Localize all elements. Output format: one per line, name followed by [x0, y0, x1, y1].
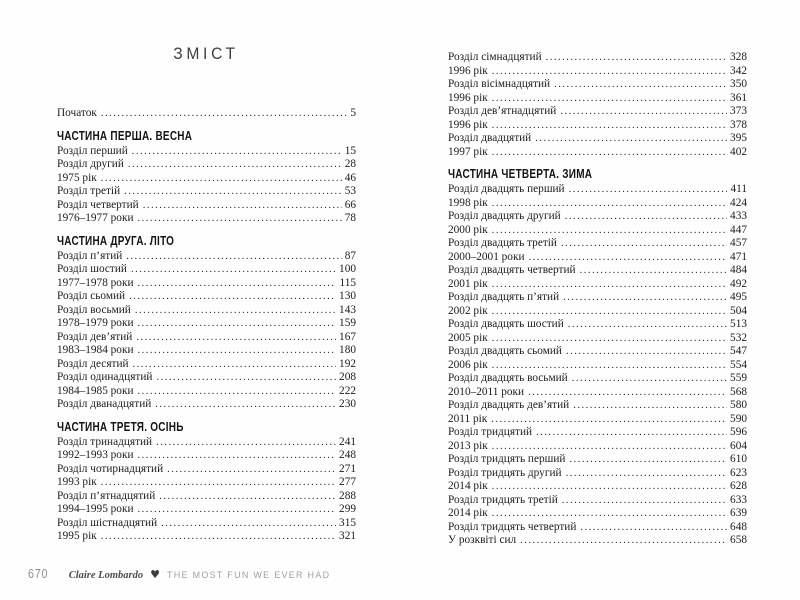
toc-entry-label: Розділ двадцять сьомий — [448, 345, 562, 357]
toc-entry-page-number: 15 — [344, 144, 356, 157]
toc-entry — [57, 107, 356, 121]
toc-entry-page-number: 143 — [339, 303, 356, 316]
toc-entry-label: 1996 рік — [448, 118, 488, 131]
toc-entry-page-number: 604 — [730, 439, 747, 452]
toc-entry — [57, 317, 356, 331]
toc-entry — [448, 467, 747, 481]
toc-entry — [448, 92, 747, 106]
dot-leader — [138, 277, 337, 291]
toc-entry-label: Розділ чотирнадцятий — [57, 462, 164, 475]
dot-leader — [492, 359, 727, 373]
toc-entry-page-number: 623 — [730, 466, 747, 479]
toc-entry-label: Розділ тридцять третій — [448, 493, 558, 506]
toc-entry — [57, 172, 356, 186]
toc-entry-label: Розділ тридцять другий — [448, 466, 562, 479]
toc-entry — [448, 183, 747, 197]
toc-entry-page-number: 610 — [730, 453, 747, 465]
toc-entry — [448, 105, 747, 119]
dot-leader — [135, 304, 336, 318]
dot-leader — [566, 467, 727, 481]
toc-entry-page-number: 433 — [730, 210, 747, 222]
toc-entry-page-number: 271 — [339, 462, 356, 475]
toc-entry-label: 2014 рік — [448, 480, 488, 492]
toc-entry-page-number: 513 — [730, 318, 747, 330]
dot-leader — [143, 199, 342, 213]
toc-entry-label: 1998 рік — [448, 196, 488, 209]
dot-leader — [167, 463, 336, 477]
toc-section-heading: ЧАСТИНА ТРЕТЯ. ОСІНЬ — [57, 419, 184, 434]
toc-entry-page-number: 554 — [730, 358, 747, 371]
dot-leader — [156, 371, 336, 385]
toc-entry-page-number: 411 — [730, 183, 747, 195]
toc-entry-page-number: 596 — [730, 426, 747, 438]
toc-entry — [57, 530, 356, 544]
toc-entry-page-number: 495 — [730, 291, 747, 303]
footer-author-name: Claire Lombardo — [68, 570, 144, 581]
dot-leader — [128, 158, 342, 172]
toc-entry-page-number: 580 — [730, 399, 747, 411]
toc-entry-label: Розділ сьомий — [57, 290, 126, 302]
toc-entry-page-number: 208 — [339, 371, 356, 383]
toc-entry-label: Розділ двадцятий — [448, 132, 532, 144]
toc-entry-page-number: 532 — [730, 331, 747, 344]
toc-entry — [57, 436, 356, 450]
toc-entry — [448, 480, 747, 494]
toc-entry-label: 2006 рік — [448, 358, 488, 371]
toc-entry-page-number: 484 — [730, 264, 747, 276]
toc-entry — [57, 212, 356, 226]
toc-entry-page-number: 180 — [339, 344, 356, 356]
dot-leader — [138, 344, 337, 358]
toc-entry-page-number: 424 — [730, 196, 747, 209]
toc-entry — [57, 277, 356, 291]
toc-entry — [57, 463, 356, 477]
toc-entry — [57, 449, 356, 463]
toc-entry — [57, 145, 356, 159]
toc-entry — [448, 386, 747, 400]
toc-entry-page-number: 471 — [730, 250, 747, 263]
dot-leader — [492, 65, 727, 79]
dot-leader — [133, 358, 337, 372]
toc-entry-label: 2002 рік — [448, 304, 488, 317]
toc-entry-page-number: 321 — [339, 530, 356, 542]
dot-leader — [563, 291, 727, 305]
toc-entry — [57, 490, 356, 504]
toc-entry — [57, 398, 356, 412]
toc-entry-label: 2011 рік — [448, 412, 488, 425]
dot-leader — [560, 105, 727, 119]
dot-leader — [101, 107, 348, 121]
dot-leader — [126, 250, 341, 264]
heart-icon: ♥ — [150, 568, 160, 581]
toc-entry-label: Розділ шостий — [57, 263, 127, 275]
toc-entry-page-number: 315 — [339, 516, 356, 529]
toc-entry-label: Розділ двадцять другий — [448, 210, 561, 222]
toc-entry-page-number: 159 — [339, 317, 356, 329]
toc-entry-label: Початок — [57, 107, 97, 119]
dot-leader — [156, 436, 336, 450]
dot-leader — [124, 185, 342, 199]
dot-leader — [492, 305, 727, 319]
toc-entry-page-number: 222 — [339, 384, 356, 397]
toc-entry-page-number: 28 — [344, 158, 356, 170]
toc-entry-label: Розділ четвертий — [57, 198, 139, 211]
dot-leader — [573, 399, 727, 413]
dot-leader — [561, 237, 727, 251]
toc-entry — [448, 453, 747, 467]
dot-leader — [554, 78, 727, 92]
toc-entry — [448, 359, 747, 373]
toc-entry — [57, 185, 356, 199]
toc-entry — [448, 305, 747, 319]
dot-leader — [132, 145, 342, 159]
toc-entry — [448, 507, 747, 521]
toc-entry-label: 1978–1979 роки — [57, 317, 134, 329]
toc-entry — [448, 426, 747, 440]
dot-leader — [101, 530, 336, 544]
toc-entry-label: 1997 рік — [448, 145, 488, 158]
toc-entry-label: 1992–1993 роки — [57, 449, 134, 461]
toc-entry-page-number: 100 — [339, 263, 356, 275]
toc-entry-page-number: 361 — [730, 91, 747, 104]
toc-entry-page-number: 547 — [730, 345, 747, 357]
dot-leader — [562, 494, 727, 508]
dot-leader — [492, 480, 727, 494]
toc-entry-label: Розділ перший — [57, 144, 128, 157]
toc-entry-page-number: 628 — [730, 480, 747, 492]
dot-leader — [546, 51, 727, 65]
dot-leader — [136, 331, 336, 345]
toc-entry-label: Розділ двадцять перший — [448, 183, 565, 195]
toc-entry-page-number: 447 — [730, 223, 747, 236]
dot-leader — [101, 476, 336, 490]
toc-entry — [57, 358, 356, 372]
toc-entry-label: Розділ тринадцятий — [57, 435, 153, 448]
toc-entry — [448, 413, 747, 427]
toc-entry-label: Розділ другий — [57, 158, 124, 170]
toc-entry — [57, 158, 356, 172]
toc-entry-page-number: 277 — [339, 476, 356, 488]
toc-entry — [448, 534, 747, 548]
toc-entry-page-number: 299 — [339, 503, 356, 515]
toc-entry-label: Розділ тридцять четвертий — [448, 520, 577, 533]
dot-leader — [492, 119, 727, 133]
page-title: ЗМІСТ — [173, 44, 239, 63]
toc-entry-page-number: 648 — [730, 520, 747, 533]
dot-leader — [536, 426, 727, 440]
toc-entry-page-number: 568 — [730, 385, 747, 398]
toc-entry — [448, 132, 747, 146]
toc-entry-label: Розділ тридцятий — [448, 426, 533, 438]
dot-leader — [492, 332, 727, 346]
toc-entry — [57, 199, 356, 213]
toc-entry-label: Розділ п’ятнадцятий — [57, 489, 156, 502]
dot-leader — [569, 453, 727, 467]
dot-leader — [535, 132, 727, 146]
toc-entry — [57, 290, 356, 304]
toc-entry-page-number: 328 — [730, 51, 747, 63]
toc-entry — [57, 476, 356, 490]
toc-entry-page-number: 288 — [339, 489, 356, 502]
toc-entry-page-number: 378 — [730, 118, 747, 131]
toc-section-heading: ЧАСТИНА ДРУГА. ЛІТО — [57, 233, 175, 248]
toc-entry-label: 2001 рік — [448, 277, 488, 290]
toc-entry-label: 1995 рік — [57, 530, 97, 542]
toc-entry-label: 1996 рік — [448, 64, 488, 77]
toc-entry-page-number: 115 — [339, 276, 356, 289]
toc-entry — [57, 503, 356, 517]
toc-entry-label: Розділ восьмий — [57, 303, 131, 316]
toc-entry — [448, 332, 747, 346]
toc-entry-page-number: 492 — [730, 277, 747, 290]
toc-entry-label: Розділ вісімнадцятий — [448, 78, 551, 90]
toc-entry-page-number: 53 — [344, 185, 356, 197]
toc-entry-label: 2005 рік — [448, 331, 488, 344]
dot-leader — [161, 517, 336, 531]
toc-entry-label: Розділ двадцять п’ятий — [448, 291, 560, 303]
toc-section-heading: ЧАСТИНА ЧЕТВЕРТА. ЗИМА — [448, 167, 593, 181]
toc-column-right — [448, 51, 747, 548]
toc-entry-page-number: 590 — [730, 412, 747, 425]
toc-entry-label: Розділ двадцять шостий — [448, 318, 564, 330]
toc-entry-page-number: 66 — [344, 198, 356, 211]
toc-entry-label: 2010–2011 роки — [448, 385, 525, 398]
toc-entry-label: Розділ п’ятий — [57, 249, 123, 262]
dot-leader — [138, 449, 337, 463]
toc-entry-label: 2000 рік — [448, 223, 488, 236]
toc-entry-label: 2013 рік — [448, 439, 488, 452]
toc-entry — [448, 237, 747, 251]
toc-entry-label: 1996 рік — [448, 91, 488, 104]
dot-leader — [101, 172, 342, 186]
toc-entry-label: Розділ дванадцятий — [57, 398, 152, 410]
toc-entry-page-number: 639 — [730, 507, 747, 519]
toc-entry-page-number: 559 — [730, 372, 747, 384]
dot-leader — [138, 317, 337, 331]
toc-entry-label: 2014 рік — [448, 507, 488, 519]
toc-entry-label: 1984–1985 роки — [57, 384, 134, 397]
toc-entry-page-number: 248 — [339, 449, 356, 461]
toc-entry-label: Розділ двадцять дев’ятий — [448, 399, 570, 411]
toc-entry-label: 1983–1984 роки — [57, 344, 134, 356]
toc-entry-page-number: 192 — [339, 357, 356, 370]
dot-leader — [580, 521, 727, 535]
toc-entry-page-number: 46 — [344, 171, 356, 184]
dot-leader — [129, 290, 336, 304]
toc-entry-page-number: 395 — [730, 132, 747, 144]
toc-entry-page-number: 633 — [730, 493, 747, 506]
toc-entry-label: Розділ дев’ятнадцятий — [448, 105, 557, 117]
toc-entry-page-number: 5 — [350, 107, 356, 119]
toc-entry-label: У розквіті сил — [448, 534, 517, 546]
toc-entry — [448, 146, 747, 160]
dot-leader — [520, 534, 727, 548]
toc-entry-label: Розділ двадцять третій — [448, 237, 557, 249]
toc-entry — [448, 345, 747, 359]
toc-entry — [448, 197, 747, 211]
toc-entry — [448, 210, 747, 224]
toc-entry-label: Розділ сімнадцятий — [448, 51, 542, 63]
toc-column-left — [57, 107, 356, 544]
toc-entry-page-number: 241 — [339, 435, 356, 448]
toc-entry — [448, 521, 747, 535]
dot-leader — [131, 263, 336, 277]
toc-entry — [448, 318, 747, 332]
dot-leader — [155, 398, 336, 412]
toc-entry — [448, 251, 747, 265]
toc-entry — [448, 264, 747, 278]
toc-entry-page-number: 167 — [339, 330, 356, 343]
dot-leader — [492, 146, 727, 160]
toc-entry — [57, 385, 356, 399]
toc-entry — [448, 224, 747, 238]
dot-leader — [492, 92, 727, 106]
toc-entry — [448, 494, 747, 508]
dot-leader — [528, 386, 727, 400]
toc-entry — [448, 278, 747, 292]
toc-entry-page-number: 342 — [730, 64, 747, 77]
dot-leader — [138, 212, 342, 226]
toc-entry-label: Розділ третій — [57, 185, 121, 197]
toc-entry — [57, 331, 356, 345]
toc-entry — [448, 119, 747, 133]
toc-entry-page-number: 350 — [730, 78, 747, 90]
dot-leader — [565, 210, 727, 224]
toc-entry — [448, 399, 747, 413]
dot-leader — [492, 440, 727, 454]
dot-leader — [580, 264, 727, 278]
toc-entry-page-number: 658 — [730, 534, 747, 546]
dot-leader — [159, 490, 336, 504]
toc-entry-label: Розділ десятий — [57, 357, 129, 370]
toc-entry-page-number: 87 — [344, 249, 356, 262]
toc-entry-label: Розділ двадцять четвертий — [448, 264, 576, 276]
toc-entry-label: Розділ двадцять восьмий — [448, 372, 568, 384]
toc-entry-page-number: 457 — [730, 237, 747, 249]
toc-entry — [448, 372, 747, 386]
toc-entry-page-number: 130 — [339, 290, 356, 302]
toc-entry — [448, 78, 747, 92]
dot-leader — [568, 318, 727, 332]
toc-entry-label: Розділ одинадцятий — [57, 371, 153, 383]
dot-leader — [492, 197, 727, 211]
toc-entry-page-number: 402 — [730, 145, 747, 158]
toc-entry-label: 2000–2001 роки — [448, 250, 525, 263]
toc-entry — [57, 371, 356, 385]
toc-entry — [57, 344, 356, 358]
toc-entry-page-number: 230 — [339, 398, 356, 410]
dot-leader — [572, 372, 727, 386]
toc-entry-label: 1977–1978 роки — [57, 276, 134, 289]
dot-leader — [492, 507, 727, 521]
toc-entry — [448, 51, 747, 65]
toc-entry-label: 1994–1995 роки — [57, 503, 134, 515]
toc-entry-page-number: 504 — [730, 304, 747, 317]
toc-entry-label: 1976–1977 роки — [57, 212, 134, 224]
toc-entry — [57, 517, 356, 531]
toc-entry — [448, 291, 747, 305]
footer-page-number: 670 — [28, 566, 49, 581]
toc-entry-label: 1975 рік — [57, 171, 97, 184]
toc-entry — [448, 440, 747, 454]
dot-leader — [492, 224, 727, 238]
toc-entry — [57, 263, 356, 277]
toc-entry-label: Розділ дев’ятий — [57, 330, 133, 343]
page-footer — [28, 566, 341, 581]
dot-leader — [492, 278, 727, 292]
toc-entry — [57, 250, 356, 264]
toc-entry-label: Розділ тридцять перший — [448, 453, 566, 465]
toc-entry — [57, 304, 356, 318]
dot-leader — [138, 503, 337, 517]
toc-section-heading: ЧАСТИНА ПЕРША. ВЕСНА — [57, 128, 193, 143]
footer-book-title: THE MOST FUN WE EVER HAD — [166, 570, 331, 581]
toc-entry-page-number: 373 — [730, 105, 747, 117]
dot-leader — [491, 413, 727, 427]
toc-entry-label: 1993 рік — [57, 476, 97, 488]
dot-leader — [569, 183, 728, 197]
toc-entry-page-number: 78 — [344, 212, 356, 224]
dot-leader — [138, 385, 337, 399]
toc-entry-label: Розділ шістнадцятий — [57, 516, 158, 529]
dot-leader — [566, 345, 727, 359]
dot-leader — [529, 251, 728, 265]
toc-entry — [448, 65, 747, 79]
